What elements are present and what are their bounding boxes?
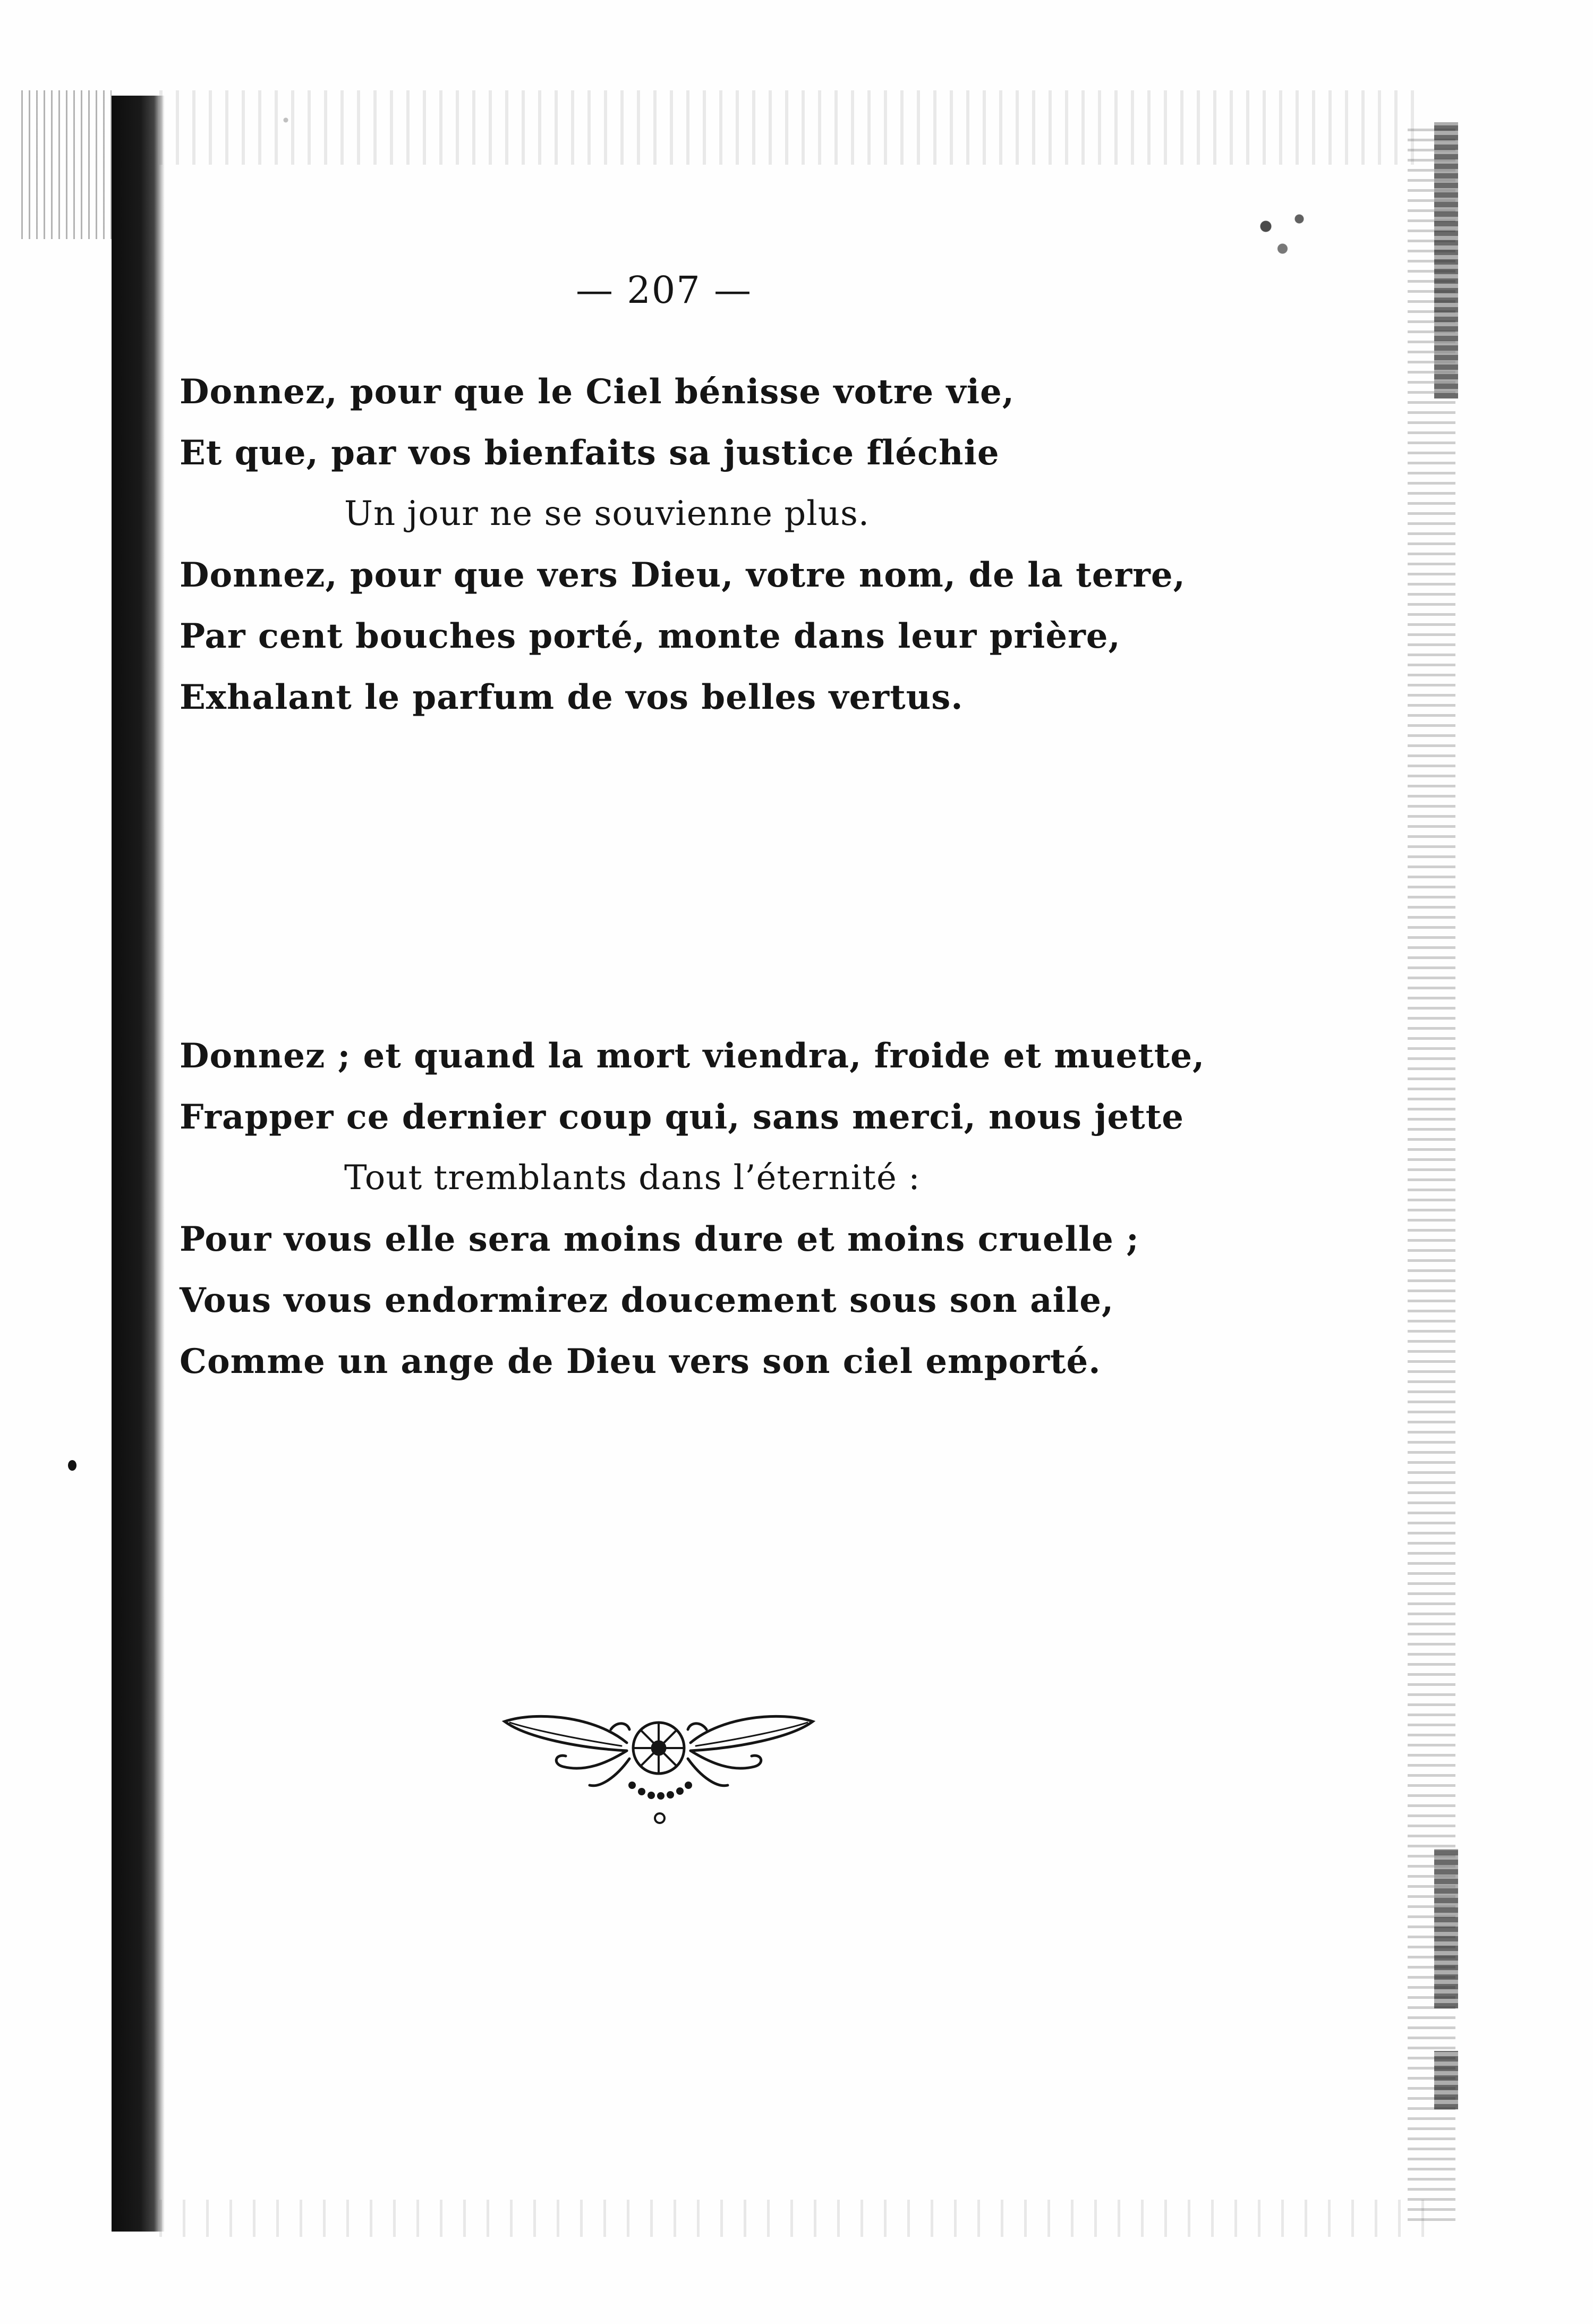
- verse-line: Donnez, pour que le Ciel bénisse votre vie,: [180, 372, 1015, 412]
- verse-line: Pour vous elle sera moins dure et moins cruelle ;: [180, 1219, 1139, 1259]
- bottom-scan-noise: [159, 2200, 1434, 2237]
- verse-line: Exhalant le parfum de vos belles vertus.: [180, 677, 964, 717]
- fleuron-wheel-ornament-icon: [494, 1679, 823, 1838]
- verse-line: Par cent bouches porté, monte dans leur prière,: [180, 616, 1121, 656]
- binding-shadow: [112, 96, 165, 2232]
- verse-line: Donnez ; et quand la mort viendra, froide et muette,: [180, 1036, 1205, 1076]
- stanza-1: [180, 361, 1295, 728]
- verse-line-indented: Un jour ne se souvienne plus.: [344, 494, 870, 533]
- verse-line: Vous vous endormirez doucement sous son aile,: [180, 1280, 1114, 1320]
- verse-line: Et que, par vos bienfaits sa justice fléchie: [180, 433, 1000, 473]
- page-number: — 207 —: [575, 268, 753, 312]
- ink-blot: [1232, 197, 1344, 271]
- stanza-2: [180, 1025, 1295, 1392]
- verse-line: Comme un ange de Dieu vers son ciel emporté.: [180, 1342, 1101, 1381]
- right-edge-mark: [1434, 1849, 1458, 2008]
- verse-line-indented: Tout tremblants dans l’éternité :: [344, 1158, 921, 1198]
- right-edge-mark: [1434, 122, 1458, 398]
- verse-line: Frapper ce dernier coup qui, sans merci, nous jette: [180, 1097, 1184, 1137]
- binding-fray: [21, 90, 112, 239]
- top-scan-noise: [159, 90, 1424, 165]
- ink-dot: [68, 1460, 76, 1471]
- right-edge-mark: [1434, 2051, 1458, 2109]
- verse-line: Donnez, pour que vers Dieu, votre nom, de la terre,: [180, 555, 1186, 595]
